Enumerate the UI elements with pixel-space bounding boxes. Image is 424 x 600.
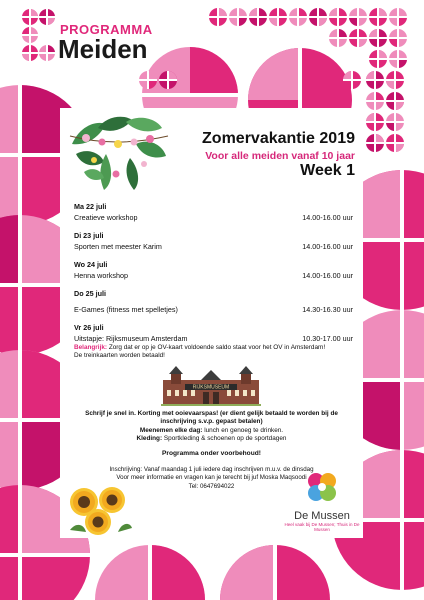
schedule-time: 14.00-16.00 uur xyxy=(302,271,353,280)
sunflowers-illustration xyxy=(66,484,134,536)
schedule-entry xyxy=(74,260,353,280)
schedule-list xyxy=(74,202,353,369)
warning-text: Zorg dat er op je OV-kaart voldoende saldo staat voor het OV in Amsterdam! xyxy=(108,344,326,351)
schedule-day: Ma 22 juli xyxy=(74,202,107,211)
program-label: PROGRAMMA xyxy=(60,22,153,37)
meenemen-line: Meenemen elke dag: lunch en genoeg te drinken. xyxy=(139,426,284,434)
small-circle-grid-top-left xyxy=(22,9,55,61)
schedule-time: 14.00-16.00 uur xyxy=(302,242,353,251)
museum-sign-text: RIJKSMUSEUM xyxy=(192,384,230,391)
rijksmuseum-illustration xyxy=(161,366,261,406)
large-circle-bottom xyxy=(95,545,205,600)
schedule-day: Di 23 juli xyxy=(74,231,104,240)
schedule-day: Wo 24 juli xyxy=(74,260,108,269)
schedule-entry xyxy=(74,289,353,314)
schedule-activity: Henna workshop xyxy=(74,271,128,280)
info-block xyxy=(70,410,353,443)
schedule-activity: Uitstapje: Rijksmuseum Amsterdam xyxy=(74,334,188,343)
schedule-time: 14.00-16.00 uur xyxy=(302,213,353,222)
schedule-entry xyxy=(74,231,353,251)
logo-name: De Mussen xyxy=(294,510,350,522)
warning-note xyxy=(74,344,353,360)
schedule-day: Vr 26 juli xyxy=(74,323,104,332)
schedule-entry xyxy=(74,323,353,360)
flyer-subtitle: Voor alle meiden vanaf 10 jaar xyxy=(205,150,355,162)
week-label: Week 1 xyxy=(300,162,355,179)
flyer-card xyxy=(60,108,363,538)
disclaimer: Programma onder voorbehoud! xyxy=(162,450,261,457)
warning-subnote: De treinkaarten worden betaald! xyxy=(74,352,165,359)
page-title: Meiden xyxy=(58,34,148,64)
schedule-activity: Creatieve workshop xyxy=(74,213,138,222)
logo-icon xyxy=(305,470,339,504)
de-mussen-logo xyxy=(282,470,362,532)
logo-tagline: Heel vaak bij De Mussen; Thuis in De Mussen xyxy=(284,522,360,532)
kleding-line: Kleding: Sportkleding & schoenen op de sportdagen xyxy=(136,434,287,442)
flyer-title: Zomervakantie 2019 xyxy=(202,130,355,147)
schedule-time: 10.30-17.00 uur xyxy=(302,334,353,343)
warning-label: Belangrijk: xyxy=(74,344,108,351)
schedule-time: 14.30-16.30 uur xyxy=(302,305,353,314)
schedule-day: Do 25 juli xyxy=(74,289,106,298)
tropical-leaves-illustration xyxy=(66,114,170,192)
schedule-activity: Sporten met meester Karim xyxy=(74,242,162,251)
contact-info: Voor meer informatie en vragen kan je terecht bij juf Moska Maqsoodi xyxy=(116,474,307,482)
large-circle-bottom xyxy=(220,545,330,600)
contact-registration: Inschrijving: Vanaf maandag 1 juli iedere dag inschrijven m.u.v. de dinsdag xyxy=(109,466,314,473)
schedule-entry xyxy=(74,202,353,222)
signup-text: Schrijf je snel in. Korting met ooievaarspas! (er dient gelijk betaald te worden bij de inschrijving s.v.p. gepast betalen) xyxy=(85,410,338,426)
contact-phone: Tel: 0647694022 xyxy=(188,482,235,490)
schedule-activity: E-Games (fitness met spelletjes) xyxy=(74,305,178,314)
